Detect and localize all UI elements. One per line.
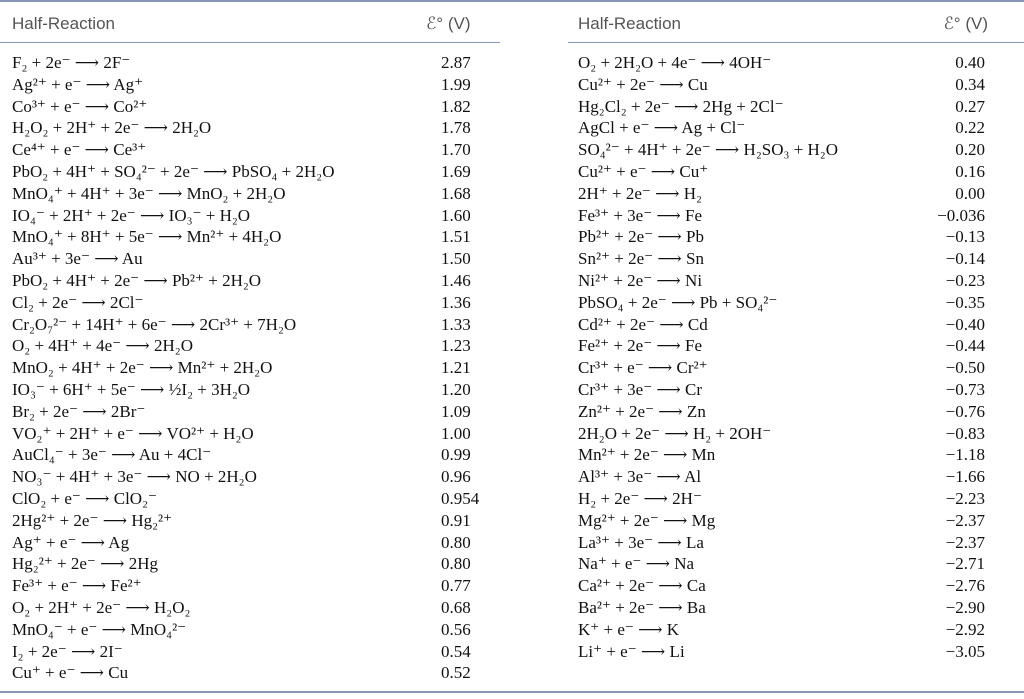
- table-row: [0, 292, 500, 314]
- potential-cell: 1.20: [441, 379, 471, 399]
- table-row: [0, 423, 500, 445]
- half-reaction-cell: 2Hg²⁺ + 2e⁻ ⟶ Hg₂²⁺: [12, 510, 173, 530]
- table-row: [0, 466, 500, 488]
- table-row: [568, 619, 1024, 641]
- half-reaction-cell: Cl₂ + 2e⁻ ⟶ 2Cl⁻: [12, 292, 144, 312]
- half-reaction-cell: Hg₂Cl₂ + 2e⁻ ⟶ 2Hg + 2Cl⁻: [578, 96, 784, 116]
- potential-cell: 0.80: [441, 554, 471, 574]
- half-reaction-cell: Ni²⁺ + 2e⁻ ⟶ Ni: [578, 270, 703, 290]
- table-row: [0, 357, 500, 379]
- table-row: [568, 510, 1024, 532]
- table-row: [0, 74, 500, 96]
- half-reaction-cell: Cr³⁺ + 3e⁻ ⟶ Cr: [578, 379, 703, 399]
- table-row: [568, 270, 1024, 292]
- potential-cell: 0.34: [955, 74, 985, 94]
- potential-cell: −2.37: [945, 510, 985, 530]
- potential-header: ℰ° (V): [943, 14, 988, 33]
- potential-cell: 0.22: [955, 118, 985, 138]
- potential-cell: −0.83: [945, 423, 985, 443]
- potential-cell: 0.91: [441, 510, 471, 530]
- half-reaction-cell: Cu⁺ + e⁻ ⟶ Cu: [12, 663, 129, 683]
- right-header: [568, 0, 1024, 43]
- potential-cell: 1.00: [441, 423, 471, 443]
- table-row: [0, 335, 500, 357]
- table-row: [0, 270, 500, 292]
- table-row: [568, 379, 1024, 401]
- half-reaction-cell: SO₄²⁻ + 4H⁺ + 2e⁻ ⟶ H₂SO₃ + H₂O: [578, 140, 838, 160]
- table-row: [0, 226, 500, 248]
- potential-cell: 1.09: [441, 401, 471, 421]
- potential-cell: −3.05: [945, 641, 985, 661]
- table-row: [568, 357, 1024, 379]
- table-row: [568, 423, 1024, 445]
- right-rows: [568, 43, 1024, 662]
- half-reaction-cell: Ce⁴⁺ + e⁻ ⟶ Ce³⁺: [12, 140, 147, 160]
- table-row: [568, 205, 1024, 227]
- table-row: [568, 292, 1024, 314]
- potential-cell: 1.68: [441, 183, 471, 203]
- half-reaction-cell: K⁺ + e⁻ ⟶ K: [578, 619, 680, 639]
- potential-cell: 1.50: [441, 249, 471, 269]
- potential-cell: 0.16: [955, 161, 985, 181]
- table-row: [0, 510, 500, 532]
- half-reaction-cell: IO₃⁻ + 6H⁺ + 5e⁻ ⟶ ½I₂ + 3H₂O: [12, 379, 251, 399]
- half-reaction-cell: La³⁺ + 3e⁻ ⟶ La: [578, 532, 704, 552]
- half-reaction-cell: F₂ + 2e⁻ ⟶ 2F⁻: [12, 53, 131, 72]
- potential-cell: 0.27: [955, 96, 985, 116]
- table-row: [568, 139, 1024, 161]
- table-row: [568, 444, 1024, 466]
- half-reaction-cell: 2H₂O + 2e⁻ ⟶ H₂ + 2OH⁻: [578, 423, 772, 443]
- half-reaction-cell: Au³⁺ + 3e⁻ ⟶ Au: [12, 249, 143, 269]
- table-row: [0, 183, 500, 205]
- table-row: [568, 575, 1024, 597]
- half-reaction-cell: O₂ + 4H⁺ + 4e⁻ ⟶ 2H₂O: [12, 336, 193, 356]
- potential-cell: 1.21: [441, 358, 471, 378]
- half-reaction-cell: Mn²⁺ + 2e⁻ ⟶ Mn: [578, 445, 716, 465]
- potential-cell: −0.73: [945, 379, 985, 399]
- potential-cell: 1.33: [441, 314, 471, 334]
- potential-cell: −0.40: [945, 314, 985, 334]
- half-reaction-cell: Ca²⁺ + 2e⁻ ⟶ Ca: [578, 576, 706, 596]
- potential-cell: −0.23: [945, 270, 985, 290]
- potential-cell: −1.18: [945, 445, 985, 465]
- table-row: [568, 488, 1024, 510]
- half-reaction-header: Half-Reaction: [578, 14, 681, 33]
- table-row: [0, 401, 500, 423]
- table-row: [0, 619, 500, 641]
- potential-cell: −0.44: [945, 336, 985, 356]
- table-row: [568, 96, 1024, 118]
- table-row: [0, 575, 500, 597]
- left-header: [0, 0, 500, 43]
- potential-cell: 1.36: [441, 292, 471, 312]
- half-reaction-header: Half-Reaction: [12, 14, 115, 33]
- potential-cell: 1.70: [441, 140, 471, 160]
- half-reaction-cell: Al³⁺ + 3e⁻ ⟶ Al: [578, 467, 702, 487]
- table-row: [568, 314, 1024, 336]
- table-row: [568, 335, 1024, 357]
- table-row: [0, 139, 500, 161]
- half-reaction-cell: Cr³⁺ + e⁻ ⟶ Cr²⁺: [578, 358, 708, 378]
- half-reaction-cell: Mg²⁺ + 2e⁻ ⟶ Mg: [578, 510, 716, 530]
- half-reaction-cell: NO₃⁻ + 4H⁺ + 3e⁻ ⟶ NO + 2H₂O: [12, 467, 257, 487]
- table-row: [0, 488, 500, 510]
- potential-cell: −0.14: [945, 249, 985, 269]
- half-reaction-cell: ClO₂ + e⁻ ⟶ ClO₂⁻: [12, 488, 157, 508]
- half-reaction-cell: Pb²⁺ + 2e⁻ ⟶ Pb: [578, 227, 704, 247]
- potential-cell: 1.69: [441, 161, 471, 181]
- potential-cell: 2.87: [441, 53, 471, 72]
- potential-cell: 0.20: [955, 140, 985, 160]
- half-reaction-cell: 2H⁺ + 2e⁻ ⟶ H₂: [578, 183, 702, 203]
- half-reaction-cell: PbO₂ + 4H⁺ + 2e⁻ ⟶ Pb²⁺ + 2H₂O: [12, 270, 262, 290]
- table-row: [568, 117, 1024, 139]
- half-reaction-cell: Co³⁺ + e⁻ ⟶ Co²⁺: [12, 96, 148, 116]
- half-reaction-cell: Br₂ + 2e⁻ ⟶ 2Br⁻: [12, 401, 146, 421]
- half-reaction-cell: Cu²⁺ + 2e⁻ ⟶ Cu: [578, 74, 708, 94]
- potential-cell: 0.96: [441, 467, 471, 487]
- table-row: [568, 532, 1024, 554]
- table-row: [568, 641, 1024, 663]
- table-row: [568, 401, 1024, 423]
- half-reaction-cell: H₂O₂ + 2H⁺ + 2e⁻ ⟶ 2H₂O: [12, 118, 212, 138]
- half-reaction-cell: Fe²⁺ + 2e⁻ ⟶ Fe: [578, 336, 703, 356]
- potential-cell: 1.60: [441, 205, 471, 225]
- table-row: [0, 96, 500, 118]
- potential-cell: 0.56: [441, 619, 471, 639]
- table-row: [0, 205, 500, 227]
- half-reaction-cell: VO₂⁺ + 2H⁺ + e⁻ ⟶ VO²⁺ + H₂O: [12, 423, 254, 443]
- table-row: [0, 161, 500, 183]
- half-reaction-cell: I₂ + 2e⁻ ⟶ 2I⁻: [12, 641, 123, 661]
- potential-cell: 0.54: [441, 641, 471, 661]
- half-reaction-cell: IO₄⁻ + 2H⁺ + 2e⁻ ⟶ IO₃⁻ + H₂O: [12, 205, 251, 225]
- table-row: [0, 532, 500, 554]
- half-reaction-cell: Ag²⁺ + e⁻ ⟶ Ag⁺: [12, 74, 144, 94]
- half-reaction-cell: PbSO₄ + 2e⁻ ⟶ Pb + SO₄²⁻: [578, 292, 778, 312]
- potential-header: ℰ° (V): [426, 14, 471, 33]
- potential-cell: 0.954: [441, 488, 480, 508]
- table-row: [568, 248, 1024, 270]
- half-reaction-cell: Cr₂O₇²⁻ + 14H⁺ + 6e⁻ ⟶ 2Cr³⁺ + 7H₂O: [12, 314, 297, 334]
- potential-cell: 1.82: [441, 96, 471, 116]
- half-reaction-cell: Hg₂²⁺ + 2e⁻ ⟶ 2Hg: [12, 554, 159, 574]
- potential-cell: −0.036: [937, 205, 985, 225]
- table-row: [568, 161, 1024, 183]
- table-row: [0, 444, 500, 466]
- potential-cell: −2.92: [945, 619, 985, 639]
- half-reaction-cell: O₂ + 2H₂O + 4e⁻ ⟶ 4OH⁻: [578, 53, 772, 72]
- table-row: [568, 226, 1024, 248]
- half-reaction-cell: Ba²⁺ + 2e⁻ ⟶ Ba: [578, 597, 706, 617]
- half-reaction-cell: O₂ + 2H⁺ + 2e⁻ ⟶ H₂O₂: [12, 597, 191, 617]
- potential-cell: 1.99: [441, 74, 471, 94]
- table-row: [0, 662, 500, 684]
- table-row: [0, 597, 500, 619]
- half-reaction-cell: Fe³⁺ + e⁻ ⟶ Fe²⁺: [12, 576, 142, 596]
- table-row: [0, 641, 500, 663]
- table-row: [568, 183, 1024, 205]
- potential-cell: 0.52: [441, 663, 471, 683]
- potential-cell: −1.66: [945, 467, 985, 487]
- left-column: [0, 0, 500, 684]
- table-row: [0, 379, 500, 401]
- half-reaction-cell: Sn²⁺ + 2e⁻ ⟶ Sn: [578, 249, 704, 269]
- half-reaction-cell: AuCl₄⁻ + 3e⁻ ⟶ Au + 4Cl⁻: [12, 445, 212, 465]
- half-reaction-cell: MnO₄⁺ + 8H⁺ + 5e⁻ ⟶ Mn²⁺ + 4H₂O: [12, 227, 282, 247]
- potential-cell: 0.80: [441, 532, 471, 552]
- half-reaction-cell: Li⁺ + e⁻ ⟶ Li: [578, 641, 685, 661]
- table-row: [568, 597, 1024, 619]
- potential-cell: 1.46: [441, 270, 471, 290]
- potential-cell: 0.00: [955, 183, 985, 203]
- potential-cell: −0.50: [945, 358, 985, 378]
- potential-cell: 1.78: [441, 118, 471, 138]
- half-reaction-cell: Fe³⁺ + 3e⁻ ⟶ Fe: [578, 205, 703, 225]
- half-reaction-cell: PbO₂ + 4H⁺ + SO₄²⁻ + 2e⁻ ⟶ PbSO₄ + 2H₂O: [12, 161, 335, 181]
- half-reaction-cell: AgCl + e⁻ ⟶ Ag + Cl⁻: [578, 118, 746, 138]
- table-row: [568, 553, 1024, 575]
- potential-cell: −2.90: [945, 597, 985, 617]
- half-reaction-cell: Na⁺ + e⁻ ⟶ Na: [578, 554, 695, 574]
- potential-cell: −0.76: [945, 401, 985, 421]
- table-row: [0, 553, 500, 575]
- potential-cell: −2.23: [945, 488, 985, 508]
- half-reaction-cell: Ag⁺ + e⁻ ⟶ Ag: [12, 532, 130, 552]
- potential-cell: 0.40: [955, 53, 985, 72]
- table-row: [0, 314, 500, 336]
- potential-cell: −0.35: [945, 292, 985, 312]
- table-row: [0, 52, 500, 74]
- half-reaction-cell: H₂ + 2e⁻ ⟶ 2H⁻: [578, 488, 702, 508]
- table-row: [568, 466, 1024, 488]
- left-rows: [0, 43, 500, 684]
- table-row: [568, 52, 1024, 74]
- potential-cell: 1.23: [441, 336, 471, 356]
- half-reaction-cell: MnO₂ + 4H⁺ + 2e⁻ ⟶ Mn²⁺ + 2H₂O: [12, 358, 273, 378]
- right-column: [568, 0, 1024, 662]
- half-reaction-cell: Zn²⁺ + 2e⁻ ⟶ Zn: [578, 401, 706, 421]
- potential-cell: −2.71: [945, 554, 985, 574]
- table-bottom-rule: [0, 691, 1024, 693]
- table-row: [0, 117, 500, 139]
- potential-cell: 0.68: [441, 597, 471, 617]
- half-reaction-cell: Cd²⁺ + 2e⁻ ⟶ Cd: [578, 314, 708, 334]
- potential-cell: −2.37: [945, 532, 985, 552]
- potential-cell: −2.76: [945, 576, 985, 596]
- potential-cell: 1.51: [441, 227, 471, 247]
- table-row: [0, 248, 500, 270]
- potential-cell: −0.13: [945, 227, 985, 247]
- half-reaction-cell: MnO₄⁺ + 4H⁺ + 3e⁻ ⟶ MnO₂ + 2H₂O: [12, 183, 286, 203]
- half-reaction-cell: MnO₄⁻ + e⁻ ⟶ MnO₄²⁻: [12, 619, 187, 639]
- half-reaction-cell: Cu²⁺ + e⁻ ⟶ Cu⁺: [578, 161, 709, 181]
- table-row: [568, 74, 1024, 96]
- potential-cell: 0.99: [441, 445, 471, 465]
- potential-cell: 0.77: [441, 576, 471, 596]
